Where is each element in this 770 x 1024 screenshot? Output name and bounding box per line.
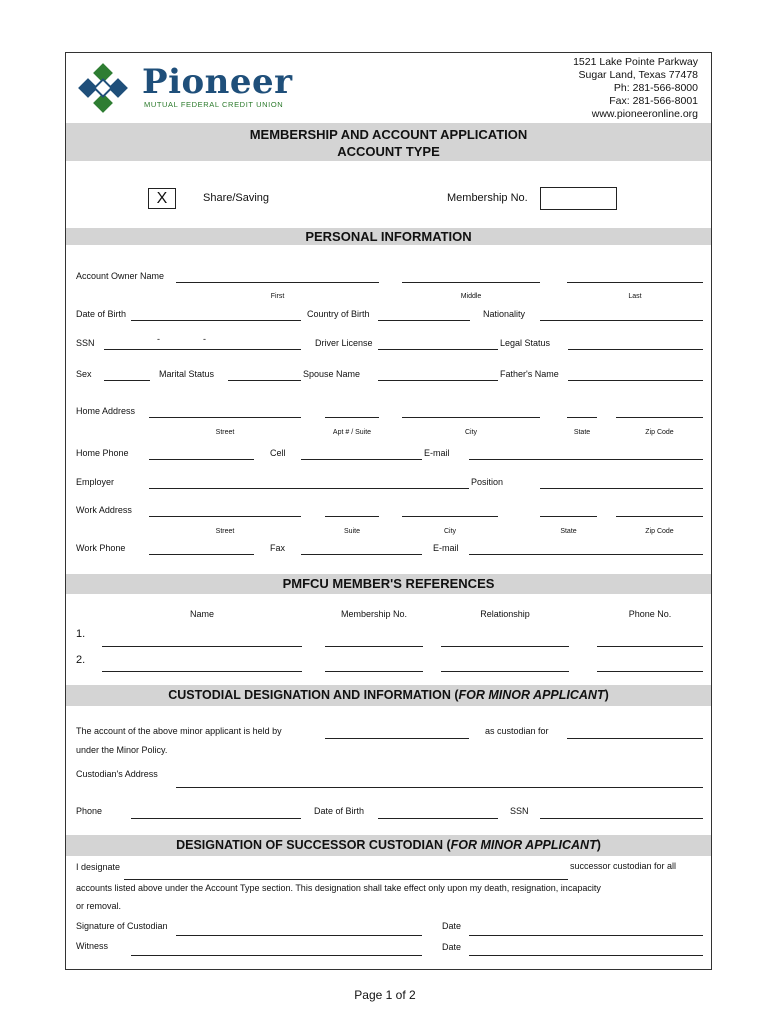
witness-field[interactable] — [131, 955, 422, 956]
section-title-end: ) — [604, 688, 609, 702]
ref1-membership-field[interactable] — [325, 646, 423, 647]
section-title: CUSTODIAL DESIGNATION AND INFORMATION ( — [168, 688, 459, 702]
work-email-field[interactable] — [469, 554, 703, 555]
last-name-field[interactable] — [567, 282, 703, 283]
signature-field[interactable] — [176, 935, 422, 936]
first-name-field[interactable] — [176, 282, 379, 283]
form-subtitle: ACCOUNT TYPE — [337, 144, 440, 159]
work-phone-label: Work Phone — [76, 543, 126, 553]
employer-field[interactable] — [149, 488, 469, 489]
policy-label: under the Minor Policy. — [76, 745, 168, 755]
spouse-name-label: Spouse Name — [303, 369, 361, 379]
section-title: DESIGNATION OF SUCCESSOR CUSTODIAN ( — [176, 838, 451, 852]
legal-status-field[interactable] — [568, 349, 703, 350]
nationality-field[interactable] — [540, 320, 703, 321]
position-field[interactable] — [540, 488, 703, 489]
custodial-band — [66, 685, 711, 706]
ref-col-name: Name — [189, 609, 214, 619]
dob-label: Date of Birth — [76, 309, 127, 319]
form-title: MEMBERSHIP AND ACCOUNT APPLICATION — [249, 127, 528, 142]
custodian-dob-label: Date of Birth — [314, 806, 365, 816]
section-title-end: ) — [596, 838, 601, 852]
brand-tagline: MUTUAL FEDERAL CREDIT UNION — [144, 100, 284, 109]
designation-text: accounts listed above under the Account Type section. This designation shall take effect only upon my death, resignation, incapacity — [76, 883, 601, 893]
work-street-field[interactable] — [149, 516, 301, 517]
home-city-field[interactable] — [402, 417, 540, 418]
minor-name-field[interactable] — [567, 738, 703, 739]
custodian-ssn-label: SSN — [510, 806, 529, 816]
section-title-italic: FOR MINOR APPLICANT — [458, 688, 605, 702]
ref-row-number: 1. — [76, 628, 86, 640]
ref2-membership-field[interactable] — [325, 671, 423, 672]
cell-field[interactable] — [301, 459, 422, 460]
city-sublabel: City — [464, 429, 478, 436]
brand-name: Pioneer — [142, 62, 293, 102]
middle-name-field[interactable] — [402, 282, 540, 283]
address-block — [573, 56, 698, 121]
ref-col-relationship: Relationship — [480, 609, 530, 619]
membership-no-label: Membership No. — [447, 192, 528, 204]
zip-sublabel: Zip Code — [645, 528, 674, 535]
fax-field[interactable] — [301, 554, 422, 555]
spouse-name-field[interactable] — [378, 380, 498, 381]
country-label: Country of Birth — [307, 309, 370, 319]
ref2-phone-field[interactable] — [597, 671, 703, 672]
legal-status-label: Legal Status — [500, 338, 551, 348]
ref-col-phone: Phone No. — [628, 609, 672, 619]
fathers-name-label: Father's Name — [500, 369, 559, 379]
section-title: PERSONAL INFORMATION — [305, 229, 472, 244]
section-title: PMFCU MEMBER'S REFERENCES — [282, 576, 495, 591]
email2-label: E-mail — [433, 543, 459, 553]
driver-license-field[interactable] — [378, 349, 498, 350]
fax-line: Fax: 281-566-8001 — [609, 95, 698, 107]
share-saving-checkbox[interactable]: X — [148, 188, 176, 209]
witness-date-field[interactable] — [469, 955, 703, 956]
ref2-relationship-field[interactable] — [441, 671, 569, 672]
page-number: Page 1 of 2 — [354, 988, 416, 1002]
work-city-field[interactable] — [402, 516, 498, 517]
marital-status-field[interactable] — [228, 380, 301, 381]
website-line: www.pioneeronline.org — [591, 108, 698, 120]
ssn-dash: - — [157, 334, 160, 344]
witness-label: Witness — [76, 941, 109, 951]
fathers-name-field[interactable] — [568, 380, 703, 381]
custodian-name-field[interactable] — [325, 738, 469, 739]
home-state-field[interactable] — [567, 417, 597, 418]
email-label: E-mail — [424, 448, 450, 458]
home-phone-label: Home Phone — [76, 448, 129, 458]
work-phone-field[interactable] — [149, 554, 254, 555]
date2-label: Date — [442, 942, 462, 952]
ref1-relationship-field[interactable] — [441, 646, 569, 647]
city-sublabel: City — [443, 528, 457, 535]
sex-field[interactable] — [104, 380, 150, 381]
signature-date-field[interactable] — [469, 935, 703, 936]
marital-status-label: Marital Status — [159, 369, 215, 379]
sex-label: Sex — [76, 369, 92, 379]
home-street-field[interactable] — [149, 417, 301, 418]
email-field[interactable] — [469, 459, 703, 460]
home-phone-field[interactable] — [149, 459, 254, 460]
title-band — [66, 123, 711, 161]
owner-name-label: Account Owner Name — [76, 271, 165, 281]
home-address-label: Home Address — [76, 406, 136, 416]
dob-field[interactable] — [131, 320, 301, 321]
work-suite-field[interactable] — [325, 516, 379, 517]
ref1-phone-field[interactable] — [597, 646, 703, 647]
ref2-name-field[interactable] — [102, 671, 302, 672]
ssn-field[interactable] — [104, 349, 301, 350]
ssn-label: SSN — [76, 338, 95, 348]
custodian-for-label: as custodian for — [485, 726, 549, 736]
ref-col-membership: Membership No. — [340, 609, 408, 619]
custodian-address-label: Custodian's Address — [76, 769, 158, 779]
work-state-field[interactable] — [540, 516, 597, 517]
ref-row-number: 2. — [76, 654, 86, 666]
position-label: Position — [471, 477, 504, 487]
state-sublabel: State — [573, 429, 591, 436]
date-label: Date — [442, 921, 462, 931]
signature-label: Signature of Custodian — [76, 921, 168, 931]
held-by-label: The account of the above minor applicant is held by — [76, 726, 282, 736]
ssn-dash: - — [203, 334, 206, 344]
last-sublabel: Last — [628, 293, 642, 300]
street-sublabel: Street — [215, 429, 235, 436]
designation-text: or removal. — [76, 901, 122, 911]
address-line: Sugar Land, Texas 77478 — [578, 69, 698, 81]
work-address-label: Work Address — [76, 505, 132, 515]
membership-no-field[interactable] — [540, 187, 617, 210]
successor-band — [66, 835, 711, 856]
custodian-ssn-field[interactable] — [540, 818, 703, 819]
fax-label: Fax — [270, 543, 286, 553]
custodian-dob-field[interactable] — [378, 818, 498, 819]
custodian-phone-field[interactable] — [131, 818, 301, 819]
state-sublabel: State — [560, 528, 577, 535]
street-sublabel: Street — [215, 528, 235, 535]
section-title-italic: FOR MINOR APPLICANT — [450, 838, 597, 852]
employer-label: Employer — [76, 477, 115, 487]
first-sublabel: First — [270, 293, 285, 300]
custodian-address-field[interactable] — [176, 787, 703, 788]
apt-sublabel: Apt # / Suite — [332, 429, 372, 436]
suite-sublabel: Suite — [344, 528, 360, 535]
successor-name-field[interactable] — [124, 879, 568, 880]
pioneer-logo-icon — [76, 60, 138, 116]
home-apt-field[interactable] — [325, 417, 379, 418]
phone-line: Ph: 281-566-8000 — [613, 82, 698, 94]
work-zip-field[interactable] — [616, 516, 703, 517]
designate-label: I designate — [76, 862, 121, 872]
driver-license-label: Driver License — [315, 338, 373, 348]
cell-label: Cell — [270, 448, 286, 458]
ref1-name-field[interactable] — [102, 646, 302, 647]
zip-sublabel: Zip Code — [645, 429, 674, 436]
references-band — [66, 574, 711, 594]
custodian-phone-label: Phone — [76, 806, 103, 816]
country-field[interactable] — [378, 320, 470, 321]
address-line: 1521 Lake Pointe Parkway — [573, 56, 698, 68]
share-saving-label: Share/Saving — [203, 192, 270, 204]
home-zip-field[interactable] — [616, 417, 703, 418]
personal-info-band — [66, 228, 711, 245]
successor-custodian-label: successor custodian for all — [570, 861, 677, 871]
nationality-label: Nationality — [483, 309, 526, 319]
middle-sublabel: Middle — [460, 293, 482, 300]
